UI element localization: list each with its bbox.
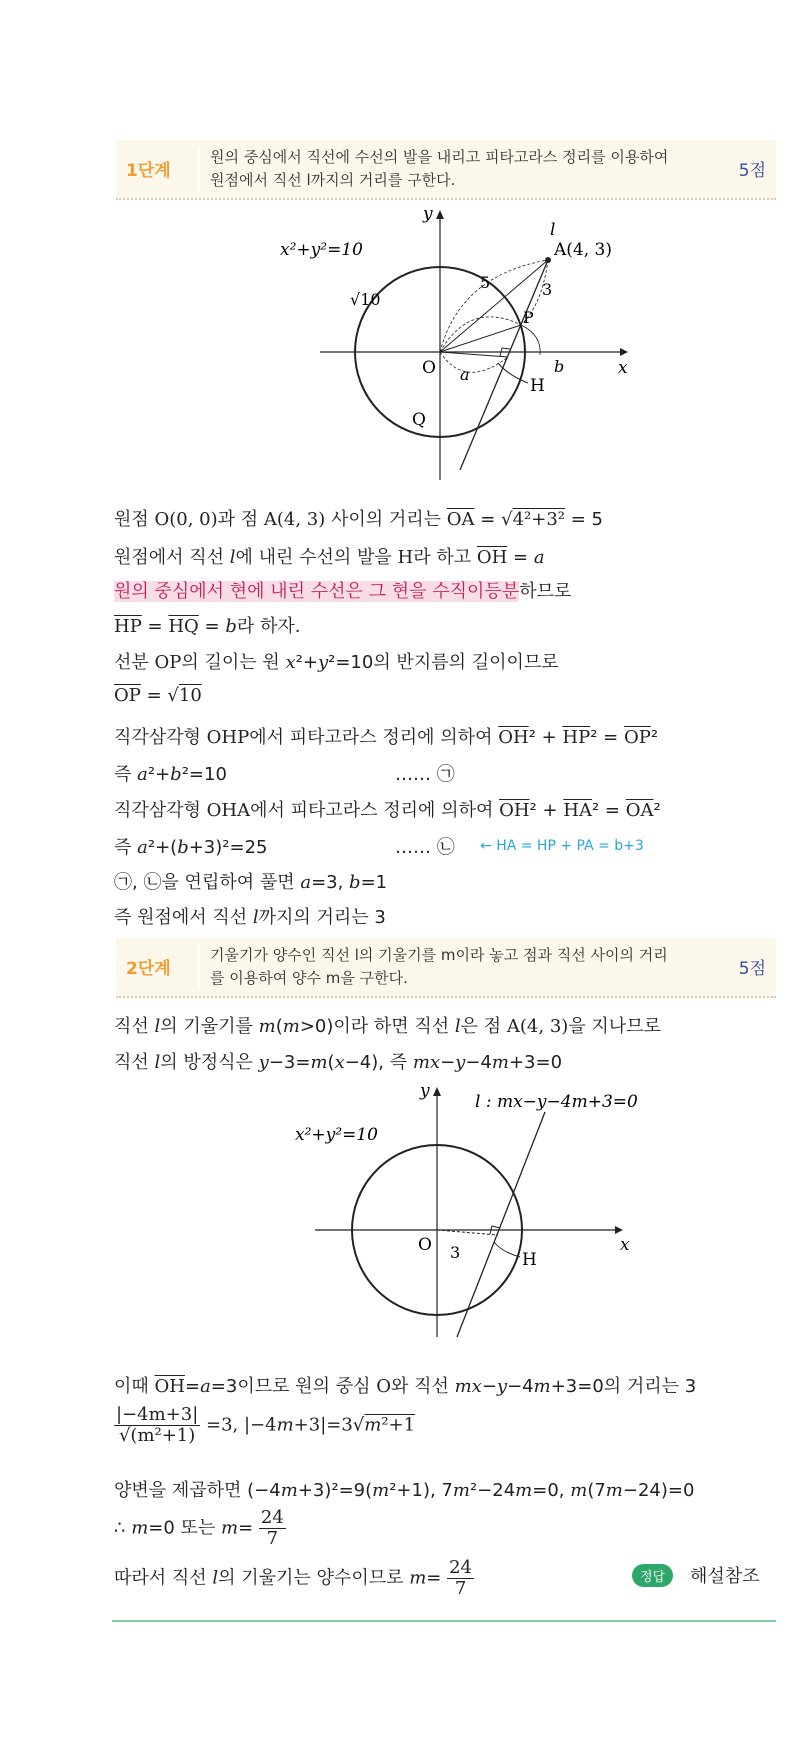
line-14: 직선 l의 방정식은 y−3=m(x−4), 즉 mx−y−4m+3=0 <box>114 1052 563 1073</box>
mark-1: …… ㉠ <box>395 764 455 785</box>
label-H: H <box>522 1250 537 1270</box>
segment-OH <box>437 1230 498 1235</box>
segment-OP <box>440 325 521 352</box>
line-11: ㉠, ㉡을 연립하여 풀면 a=3, b=1 <box>114 872 388 893</box>
line-16: $\frac{|-4m+3|}{\text{√(m²+1)}}$ =3, |−4m+3|=3√m²+1 <box>116 1404 416 1446</box>
divider <box>198 146 200 192</box>
line-6: $\overline{OP} = √10$ <box>114 685 202 706</box>
label-3: 3 <box>542 280 553 299</box>
figure1 <box>280 205 640 485</box>
x-arrow <box>615 1226 623 1234</box>
line-l <box>460 260 548 470</box>
label-y: y <box>420 1082 430 1101</box>
line-2: 원점에서 직선 l에 내린 수선의 발을 H라 하고 $\overline{OH} = a$ <box>114 547 545 568</box>
line-5: 선분 OP의 길이는 원 x²+y²=10의 반지름의 길이이므로 <box>114 652 559 673</box>
point-A <box>545 257 551 263</box>
line-l <box>457 1112 545 1337</box>
line-10: 즉 a²+(b+3)²=25 <box>114 837 268 858</box>
y-arrow <box>433 1087 441 1096</box>
fraction-distance <box>114 1405 200 1446</box>
label-A: A(4, 3) <box>554 240 612 260</box>
step1-text: 원의 중심에서 직선에 수선의 발을 내리고 피타고라스 정리를 이용하여 원점에서 직선 l까지의 거리를 구한다. <box>210 148 669 189</box>
label-sqrt10: √10 <box>350 290 381 309</box>
fraction-numerator: |−4m+3| <box>116 1404 199 1425</box>
brace-a <box>440 352 508 372</box>
answer-badge: 정답 <box>632 1564 673 1587</box>
segment-OH <box>440 352 508 357</box>
x-arrow <box>620 348 628 356</box>
line-18: ∴ m=0 또는 m= $\frac{24}{7}$ <box>114 1507 284 1549</box>
label-H: H <box>530 376 545 396</box>
step2-tag: 2단계 <box>126 959 171 979</box>
label-y: y <box>423 205 433 224</box>
step1-header <box>116 140 776 200</box>
label-b: b <box>554 357 565 376</box>
line-3: 원의 중심에서 현에 내린 수선은 그 현을 수직이등분하므로 <box>114 581 572 602</box>
label-Q: Q <box>412 410 426 430</box>
label-x: x <box>620 1235 630 1255</box>
label-x: x <box>618 358 628 378</box>
label-5: 5 <box>480 273 491 292</box>
y-arrow <box>436 210 444 219</box>
line-13: 직선 l의 기울기를 m(m>0)이라 하면 직선 l은 점 A(4, 3)을 지나므로 <box>114 1016 661 1037</box>
label-line: l : mx−y−4m+3=0 <box>475 1092 638 1112</box>
fraction-denominator: √(m²+1) <box>118 1425 196 1446</box>
fraction-num: 24 <box>260 1507 284 1528</box>
line-1: 원점 O(0, 0)과 점 A(4, 3) 사이의 거리는 $\overline{OA} = √4^2+3^2 = 5$ <box>114 509 603 530</box>
label-O: O <box>418 1235 432 1255</box>
line-19: 따라서 직선 l의 기울기는 양수이므로 m= $\frac{24}{7}$ <box>114 1557 472 1599</box>
side-note: ← HA = HP + PA = b+3 <box>480 838 644 854</box>
line-8: 즉 a²+b²=10 <box>114 764 227 785</box>
label-circle: x²+y²=10 <box>280 240 363 260</box>
fraction-answer <box>447 1558 474 1599</box>
answer-text: 해설참조 <box>690 1566 760 1587</box>
line-17: 양변을 제곱하면 (−4m+3)²=9(m²+1), 7m²−24m=0, m(7m−24)=0 <box>114 1480 695 1501</box>
figure2 <box>280 1082 700 1342</box>
label-a: a <box>460 365 470 384</box>
step2-text: 기울기가 양수인 직선 l의 기울기를 m이라 놓고 점과 직선 사이의 거리를 이용하여 양수 m을 구한다. <box>210 946 668 987</box>
mark-2: …… ㉡ <box>395 837 455 858</box>
segment-OA <box>440 260 548 352</box>
line-15: 이때 $\overline{OH}=a=3$이므로 원의 중심 O와 직선 mx−y−4m+3=0의 거리는 3 <box>114 1376 697 1397</box>
divider <box>198 944 200 990</box>
line-9: 직각삼각형 OHA에서 피타고라스 정리에 의하여 $\overline{OH}^2 + \overline{HA}^2 = \overline{OA}^2$ <box>114 800 661 821</box>
label-3: 3 <box>450 1243 461 1262</box>
fraction-den: 7 <box>454 1578 467 1599</box>
leader-H <box>494 1242 520 1257</box>
line-12: 즉 원점에서 직선 l까지의 거리는 3 <box>114 907 386 928</box>
footer-rule <box>112 1620 776 1622</box>
label-P: P <box>523 308 534 327</box>
label-l: l <box>550 220 556 240</box>
fraction-num: 24 <box>449 1557 472 1578</box>
label-circle: x²+y²=10 <box>295 1125 378 1145</box>
fraction-24-7 <box>259 1508 286 1549</box>
line-4: $\overline{HP} = \overline{HQ} = b$라 하자. <box>114 616 301 637</box>
brace-sqrt10 <box>440 317 521 352</box>
line-7: 직각삼각형 OHP에서 피타고라스 정리에 의하여 $\overline{OH}^2 + \overline{HP}^2 = \overline{OP}^2$ <box>114 727 659 748</box>
step2-header <box>116 938 776 998</box>
fraction-den: 7 <box>266 1528 279 1549</box>
step1-tag: 1단계 <box>126 161 171 181</box>
step2-points: 5점 <box>738 959 766 979</box>
label-O: O <box>422 358 436 378</box>
side-note-text: HA = HP + PA = b+3 <box>496 838 644 854</box>
step1-points: 5점 <box>738 161 766 181</box>
